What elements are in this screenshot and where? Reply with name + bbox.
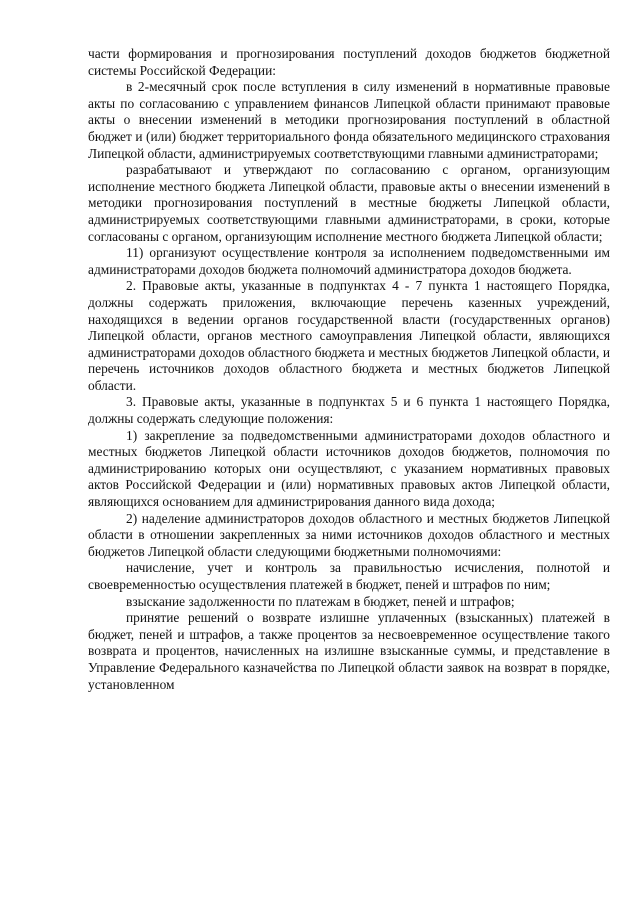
paragraph-item-1: 1) закрепление за подведомственными администраторами доходов областного и местных бюджетов Липецкой области источников доходов бюджетов, полномочия по администрированию которых они осуществляют, с указанием нормативных правовых актов Российской Федерации и (или) нормативных правовых актов Липецкой области, являющихся основанием для администрирования данного вида дохода; [88, 427, 610, 510]
paragraph-collection: взыскание задолженности по платежам в бюджет, пеней и штрафов; [126, 593, 515, 609]
document-page [88, 46, 610, 693]
paragraph-section-3: 3. Правовые акты, указанные в подпунктах 5 и 6 пункта 1 настоящего Порядка, должны содержать следующие положения: [88, 394, 610, 427]
paragraph-item-2: 2) наделение администраторов доходов областного и местных бюджетов Липецкой области в отношении закрепленных за ними источников доходов областного и местных бюджетов Липецкой области следующими бюджетными полномочиями: [88, 510, 610, 559]
paragraph-continuation: части формирования и прогнозирования поступлений доходов бюджетов бюджетной системы Российской Федерации: [88, 46, 610, 78]
paragraph-section-2: 2. Правовые акты, указанные в подпунктах 4 - 7 пункта 1 настоящего Порядка, должны содержать приложения, включающие перечень казенных учреждений, находящихся в ведении органов государственной власти (государственных органов) Липецкой области, органов местного самоуправления Липецкой области, являющихся администраторами доходов областного бюджета и местных бюджетов Липецкой области, и перечень источников доходов областного бюджета и местных бюджетов Липецкой области. [88, 278, 610, 393]
paragraph-accrual: начисление, учет и контроль за правильностью исчисления, полнотой и своевременностью осуществления платежей в бюджет, пеней и штрафов по ним; [88, 560, 610, 592]
paragraph-2-month-term: в 2-месячный срок после вступления в силу изменений в нормативные правовые акты по согласованию с управлением финансов Липецкой области принимают правовые акты о внесении изменений в методики прогнозирования поступлений в областной бюджет и (или) бюджет территориального фонда обязательного медицинского страхования Липецкой области, администрируемых соответствующими главными администраторами; [88, 79, 610, 161]
paragraph-develop-approve: разрабатывают и утверждают по согласованию с органом, организующим исполнение местного бюджета Липецкой области, правовые акты о внесении изменений в методики прогнозирования поступлений в местные бюджеты Липецкой области, администрируемых соответствующими главными администраторами, в сроки, которые согласованы с органом, организующим исполнение местного бюджета Липецкой области; [88, 162, 610, 244]
paragraph-refund-decisions: принятие решений о возврате излишне уплаченных (взысканных) платежей в бюджет, пеней и штрафов, а также процентов за несвоевременное осуществление такого возврата и процентов, начисленных на излишне взысканные суммы, и представление в Управление Федерального казначейства по Липецкой области заявок на возврат в порядке, установленном [88, 610, 610, 692]
paragraph-item-11: 11) организуют осуществление контроля за исполнением подведомственными им администраторами доходов бюджета полномочий администратора доходов бюджета. [88, 245, 610, 277]
